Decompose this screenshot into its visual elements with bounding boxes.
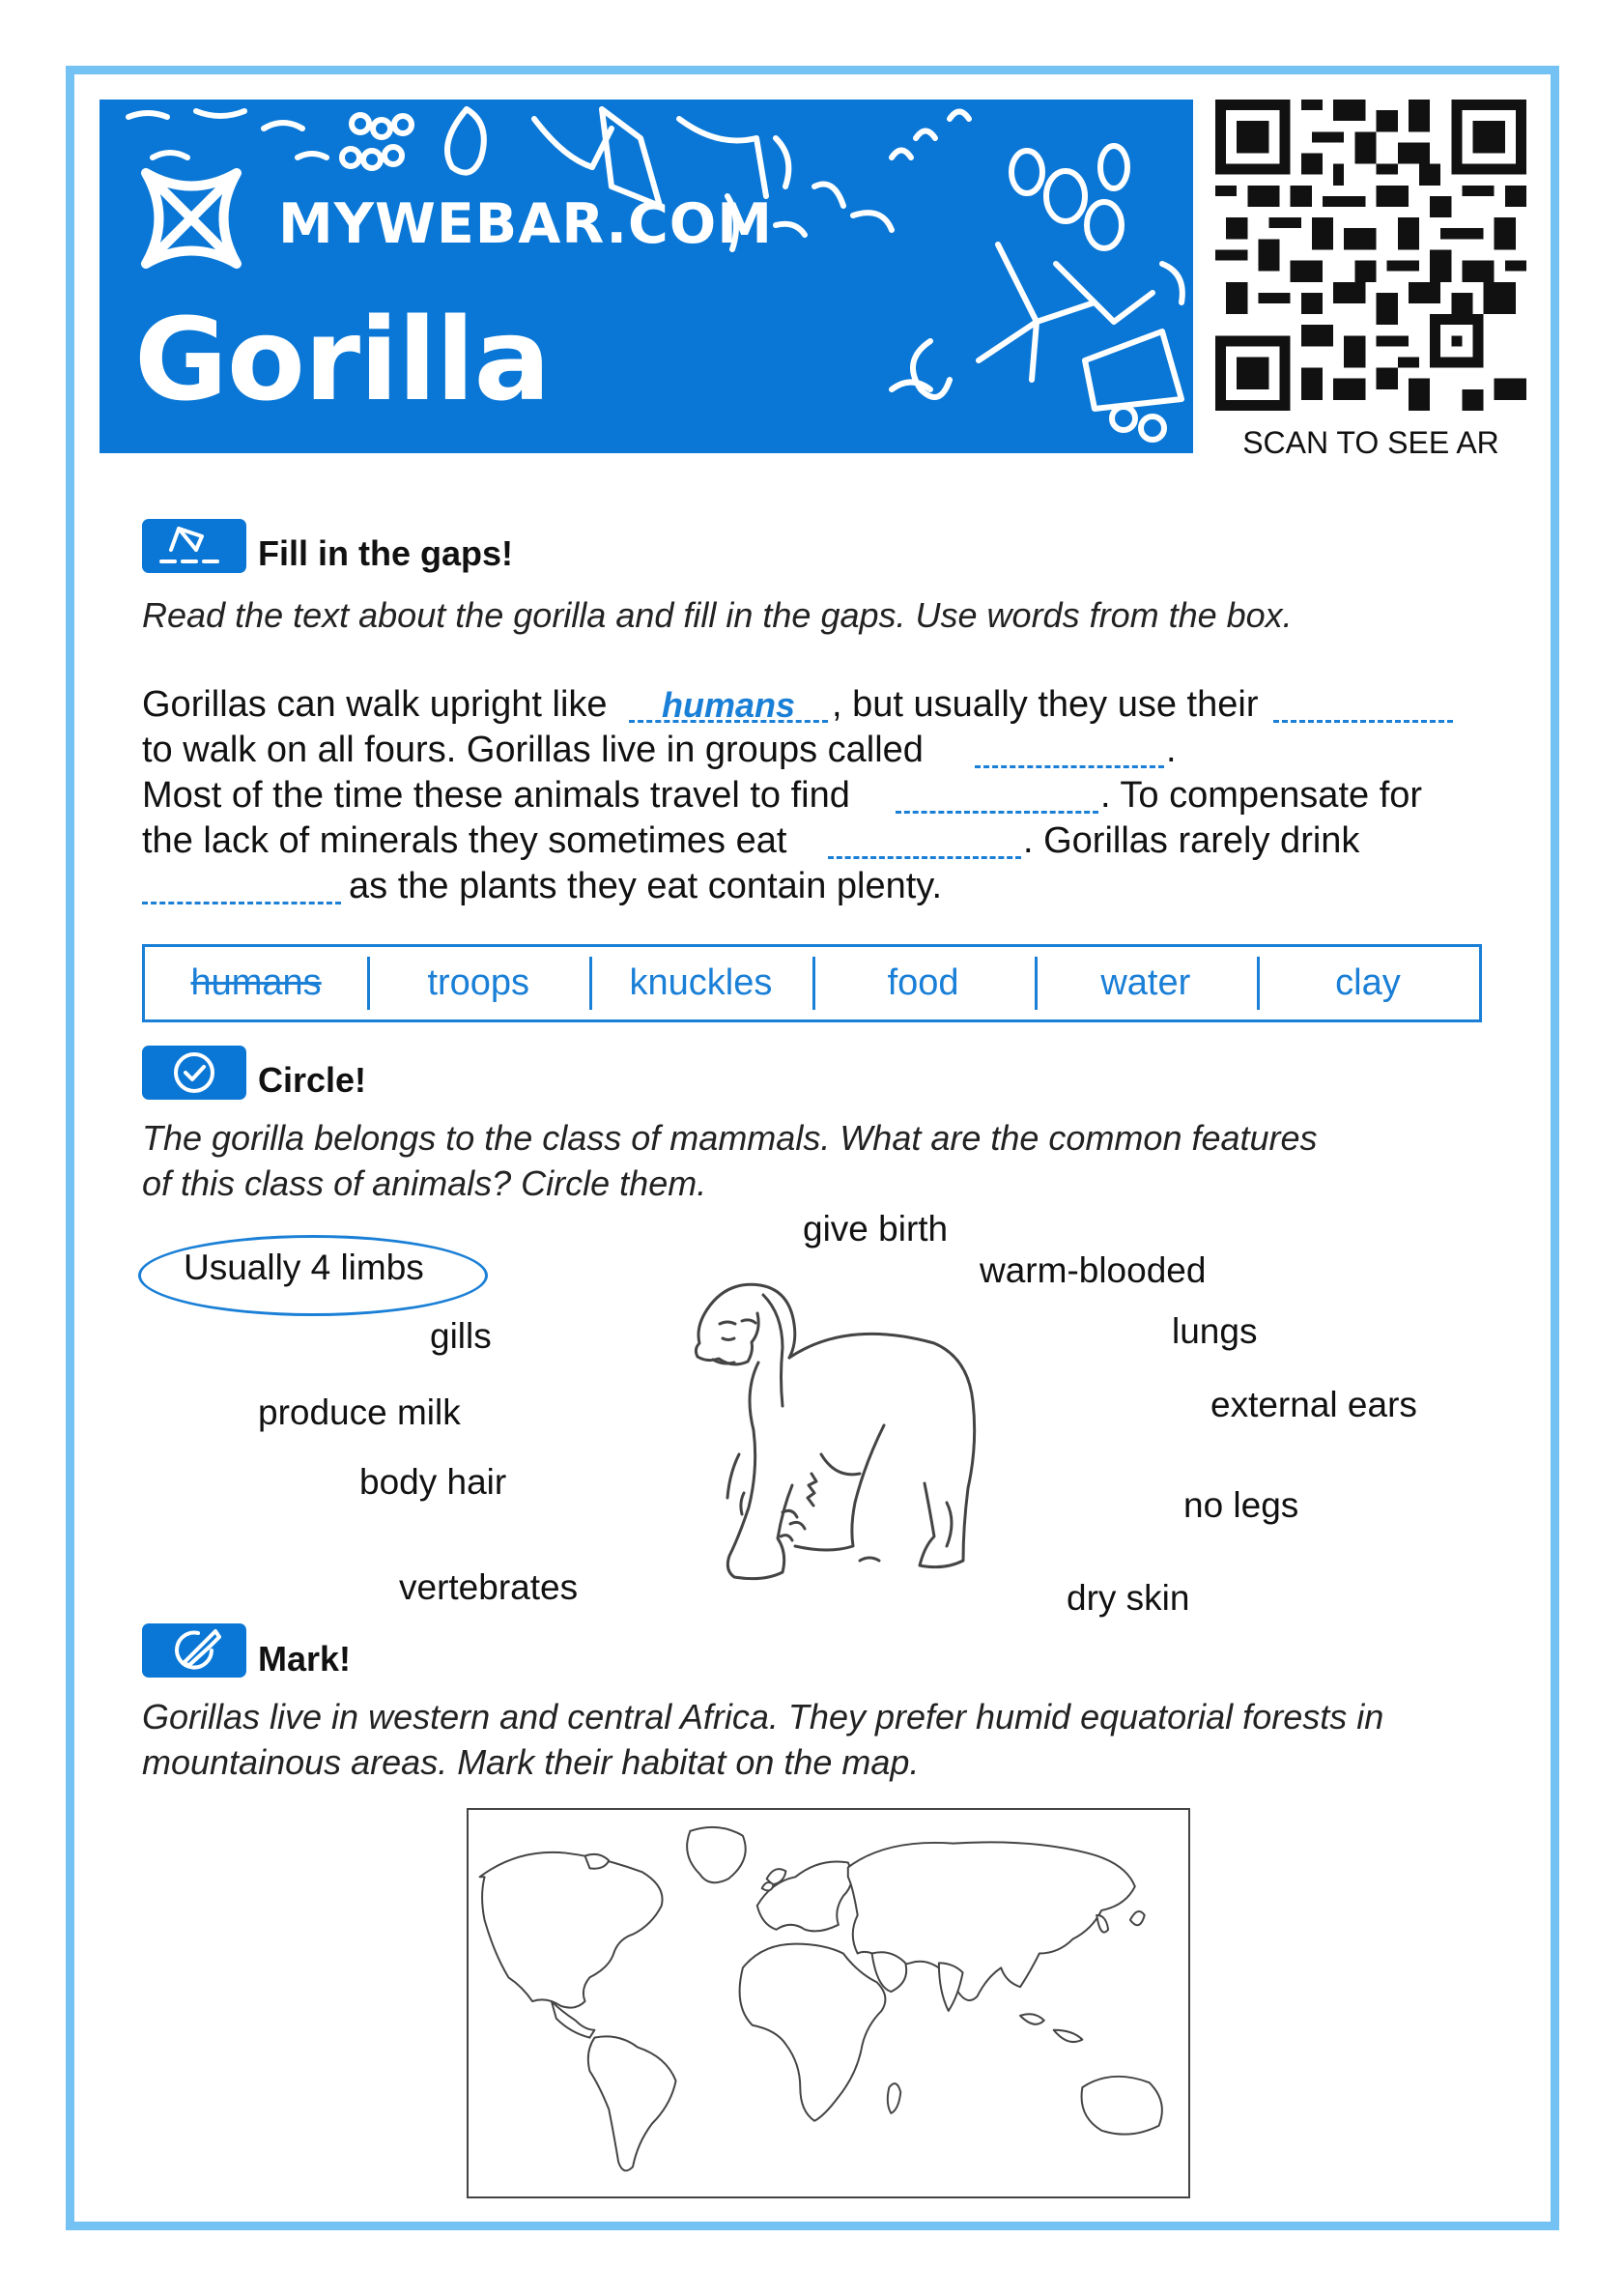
mark-instruction-line-1: Gorillas live in western and central Africa. They prefer humid equatorial forests in [142, 1697, 1384, 1736]
feature-body-hair[interactable]: body hair [359, 1462, 507, 1502]
text-segment: . [1166, 730, 1177, 770]
check-circle-icon [142, 1046, 246, 1100]
text-segment: . Gorillas rarely drink [1023, 820, 1360, 861]
fill-gaps-instruction: Read the text about the gorilla and fill in the gaps. Use words from the box. [142, 595, 1293, 635]
gap-blank-5[interactable] [828, 824, 1021, 859]
word-option[interactable]: food [812, 947, 1035, 1019]
logo-icon [128, 156, 254, 281]
feature-vertebrates[interactable]: vertebrates [399, 1567, 579, 1607]
marker-icon [142, 1623, 246, 1678]
gap-blank-4[interactable] [896, 779, 1098, 814]
circle-instruction-line-2: of this class of animals? Circle them. [142, 1163, 707, 1203]
feature-usually-4-limbs[interactable]: Usually 4 limbs [184, 1248, 424, 1287]
text-segment: as the plants they eat contain plenty. [349, 866, 943, 906]
gap-blank-6[interactable] [142, 870, 341, 904]
circle-instruction-line-1: The gorilla belongs to the class of mammals. What are the common features [142, 1118, 1318, 1158]
qr-caption: SCAN TO SEE AR [1242, 425, 1499, 460]
fill-gaps-section-icon [142, 519, 246, 573]
pencil-icon [142, 519, 246, 573]
feature-external-ears[interactable]: external ears [1210, 1385, 1417, 1424]
world-map[interactable] [467, 1808, 1190, 2198]
gap-blank-1[interactable] [629, 685, 828, 725]
circle-section-icon [142, 1046, 246, 1100]
feature-dry-skin[interactable]: dry skin [1067, 1578, 1190, 1618]
word-box [142, 944, 1482, 1022]
gap-blank-3[interactable] [975, 733, 1164, 768]
word-option[interactable]: water [1035, 947, 1257, 1019]
feature-give-birth[interactable]: give birth [803, 1209, 949, 1248]
text-segment: . To compensate for [1100, 775, 1423, 816]
text-segment: Most of the time these animals travel to find [142, 775, 850, 816]
gap-answer: humans [661, 685, 796, 725]
fill-gaps-heading: Fill in the gaps! [258, 533, 514, 573]
mark-instruction-line-2: mountainous areas. Mark their habitat on the map. [142, 1742, 920, 1782]
paragraph-line [142, 864, 1523, 909]
gorilla-illustration [667, 1271, 995, 1599]
word-option[interactable]: troops [367, 947, 589, 1019]
word-option[interactable]: clay [1257, 947, 1479, 1019]
text-segment: , but usually they use their [832, 684, 1259, 725]
gap-paragraph [142, 682, 1523, 909]
text-segment: to walk on all fours. Gorillas live in groups called [142, 730, 924, 770]
text-segment: the lack of minerals they sometimes eat [142, 820, 787, 861]
qr-code[interactable] [1215, 100, 1526, 411]
feature-warm-blooded[interactable]: warm-blooded [980, 1250, 1207, 1290]
word-option[interactable]: knuckles [589, 947, 812, 1019]
feature-gills[interactable]: gills [430, 1316, 492, 1356]
paragraph-line [142, 773, 1523, 818]
feature-no-legs[interactable]: no legs [1183, 1485, 1299, 1525]
word-option[interactable]: humans [190, 962, 322, 1003]
header-banner [100, 100, 1193, 453]
paragraph-line [142, 818, 1523, 864]
feature-produce-milk[interactable]: produce milk [258, 1392, 461, 1432]
mark-section-icon [142, 1623, 246, 1678]
page-title: Gorilla [134, 293, 551, 426]
text-segment: Gorillas can walk upright like [142, 684, 608, 725]
mark-heading: Mark! [258, 1639, 352, 1679]
gap-blank-2[interactable] [1273, 688, 1453, 723]
feature-lungs[interactable]: lungs [1172, 1311, 1258, 1351]
brand-name[interactable]: MYWEBAR.COM [278, 192, 773, 256]
circle-heading: Circle! [258, 1060, 367, 1100]
paragraph-line [142, 728, 1523, 773]
